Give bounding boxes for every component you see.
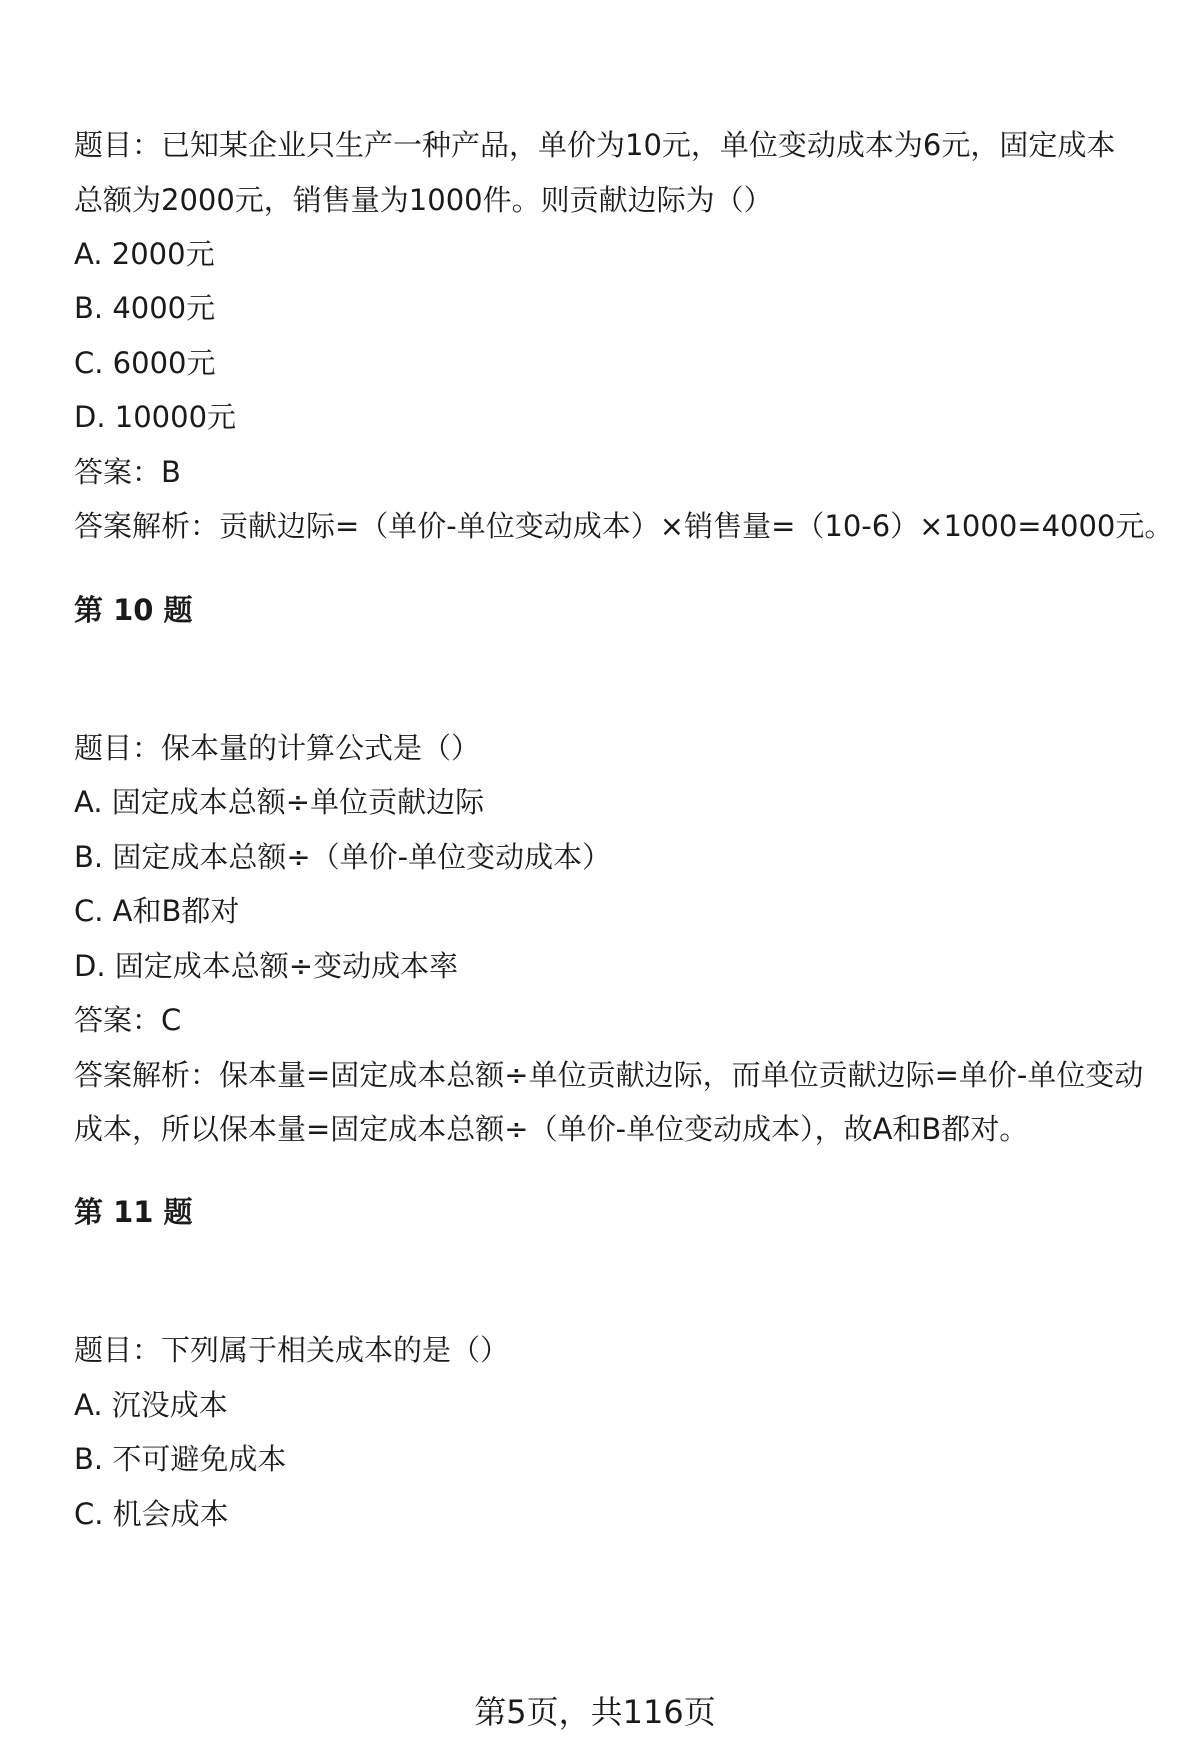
q11-heading: 第 11 题: [74, 1195, 193, 1229]
q10-answer: 答案：C: [74, 1003, 182, 1037]
q9-question-line-1: 题目：已知某企业只生产一种产品，单价为10元，单位变动成本为6元，固定成本: [74, 128, 1116, 162]
q11-option-c: C. 机会成本: [74, 1497, 229, 1531]
q10-option-c: C. A和B都对: [74, 894, 240, 928]
q9-option-c: C. 6000元: [74, 346, 216, 380]
q10-analysis-line-1: 答案解析：保本量=固定成本总额÷单位贡献边际，而单位贡献边际=单价-单位变动: [74, 1058, 1144, 1092]
q9-option-d: D. 10000元: [74, 400, 237, 434]
q11-option-b: B. 不可避免成本: [74, 1442, 287, 1476]
q11-option-a: A. 沉没成本: [74, 1388, 228, 1422]
q9-answer: 答案：B: [74, 455, 181, 489]
q9-option-b: B. 4000元: [74, 291, 216, 325]
q10-option-b: B. 固定成本总额÷（单价-单位变动成本）: [74, 840, 612, 874]
q10-question-line-1: 题目：保本量的计算公式是（）: [74, 731, 481, 765]
q10-option-d: D. 固定成本总额÷变动成本率: [74, 949, 459, 983]
q11-question-line-1: 题目：下列属于相关成本的是（）: [74, 1333, 510, 1367]
q10-heading: 第 10 题: [74, 593, 193, 627]
page-indicator: 第5页，共116页: [474, 1693, 716, 1731]
q9-question-line-2: 总额为2000元，销售量为1000件。则贡献边际为（）: [74, 183, 773, 217]
q10-option-a: A. 固定成本总额÷单位贡献边际: [74, 785, 485, 819]
q10-analysis-line-2: 成本，所以保本量=固定成本总额÷（单价-单位变动成本），故A和B都对。: [74, 1112, 1029, 1146]
q9-analysis-line-1: 答案解析：贡献边际=（单价-单位变动成本）×销售量=（10-6）×1000=4000元。: [74, 509, 1174, 543]
q9-option-a: A. 2000元: [74, 237, 215, 271]
